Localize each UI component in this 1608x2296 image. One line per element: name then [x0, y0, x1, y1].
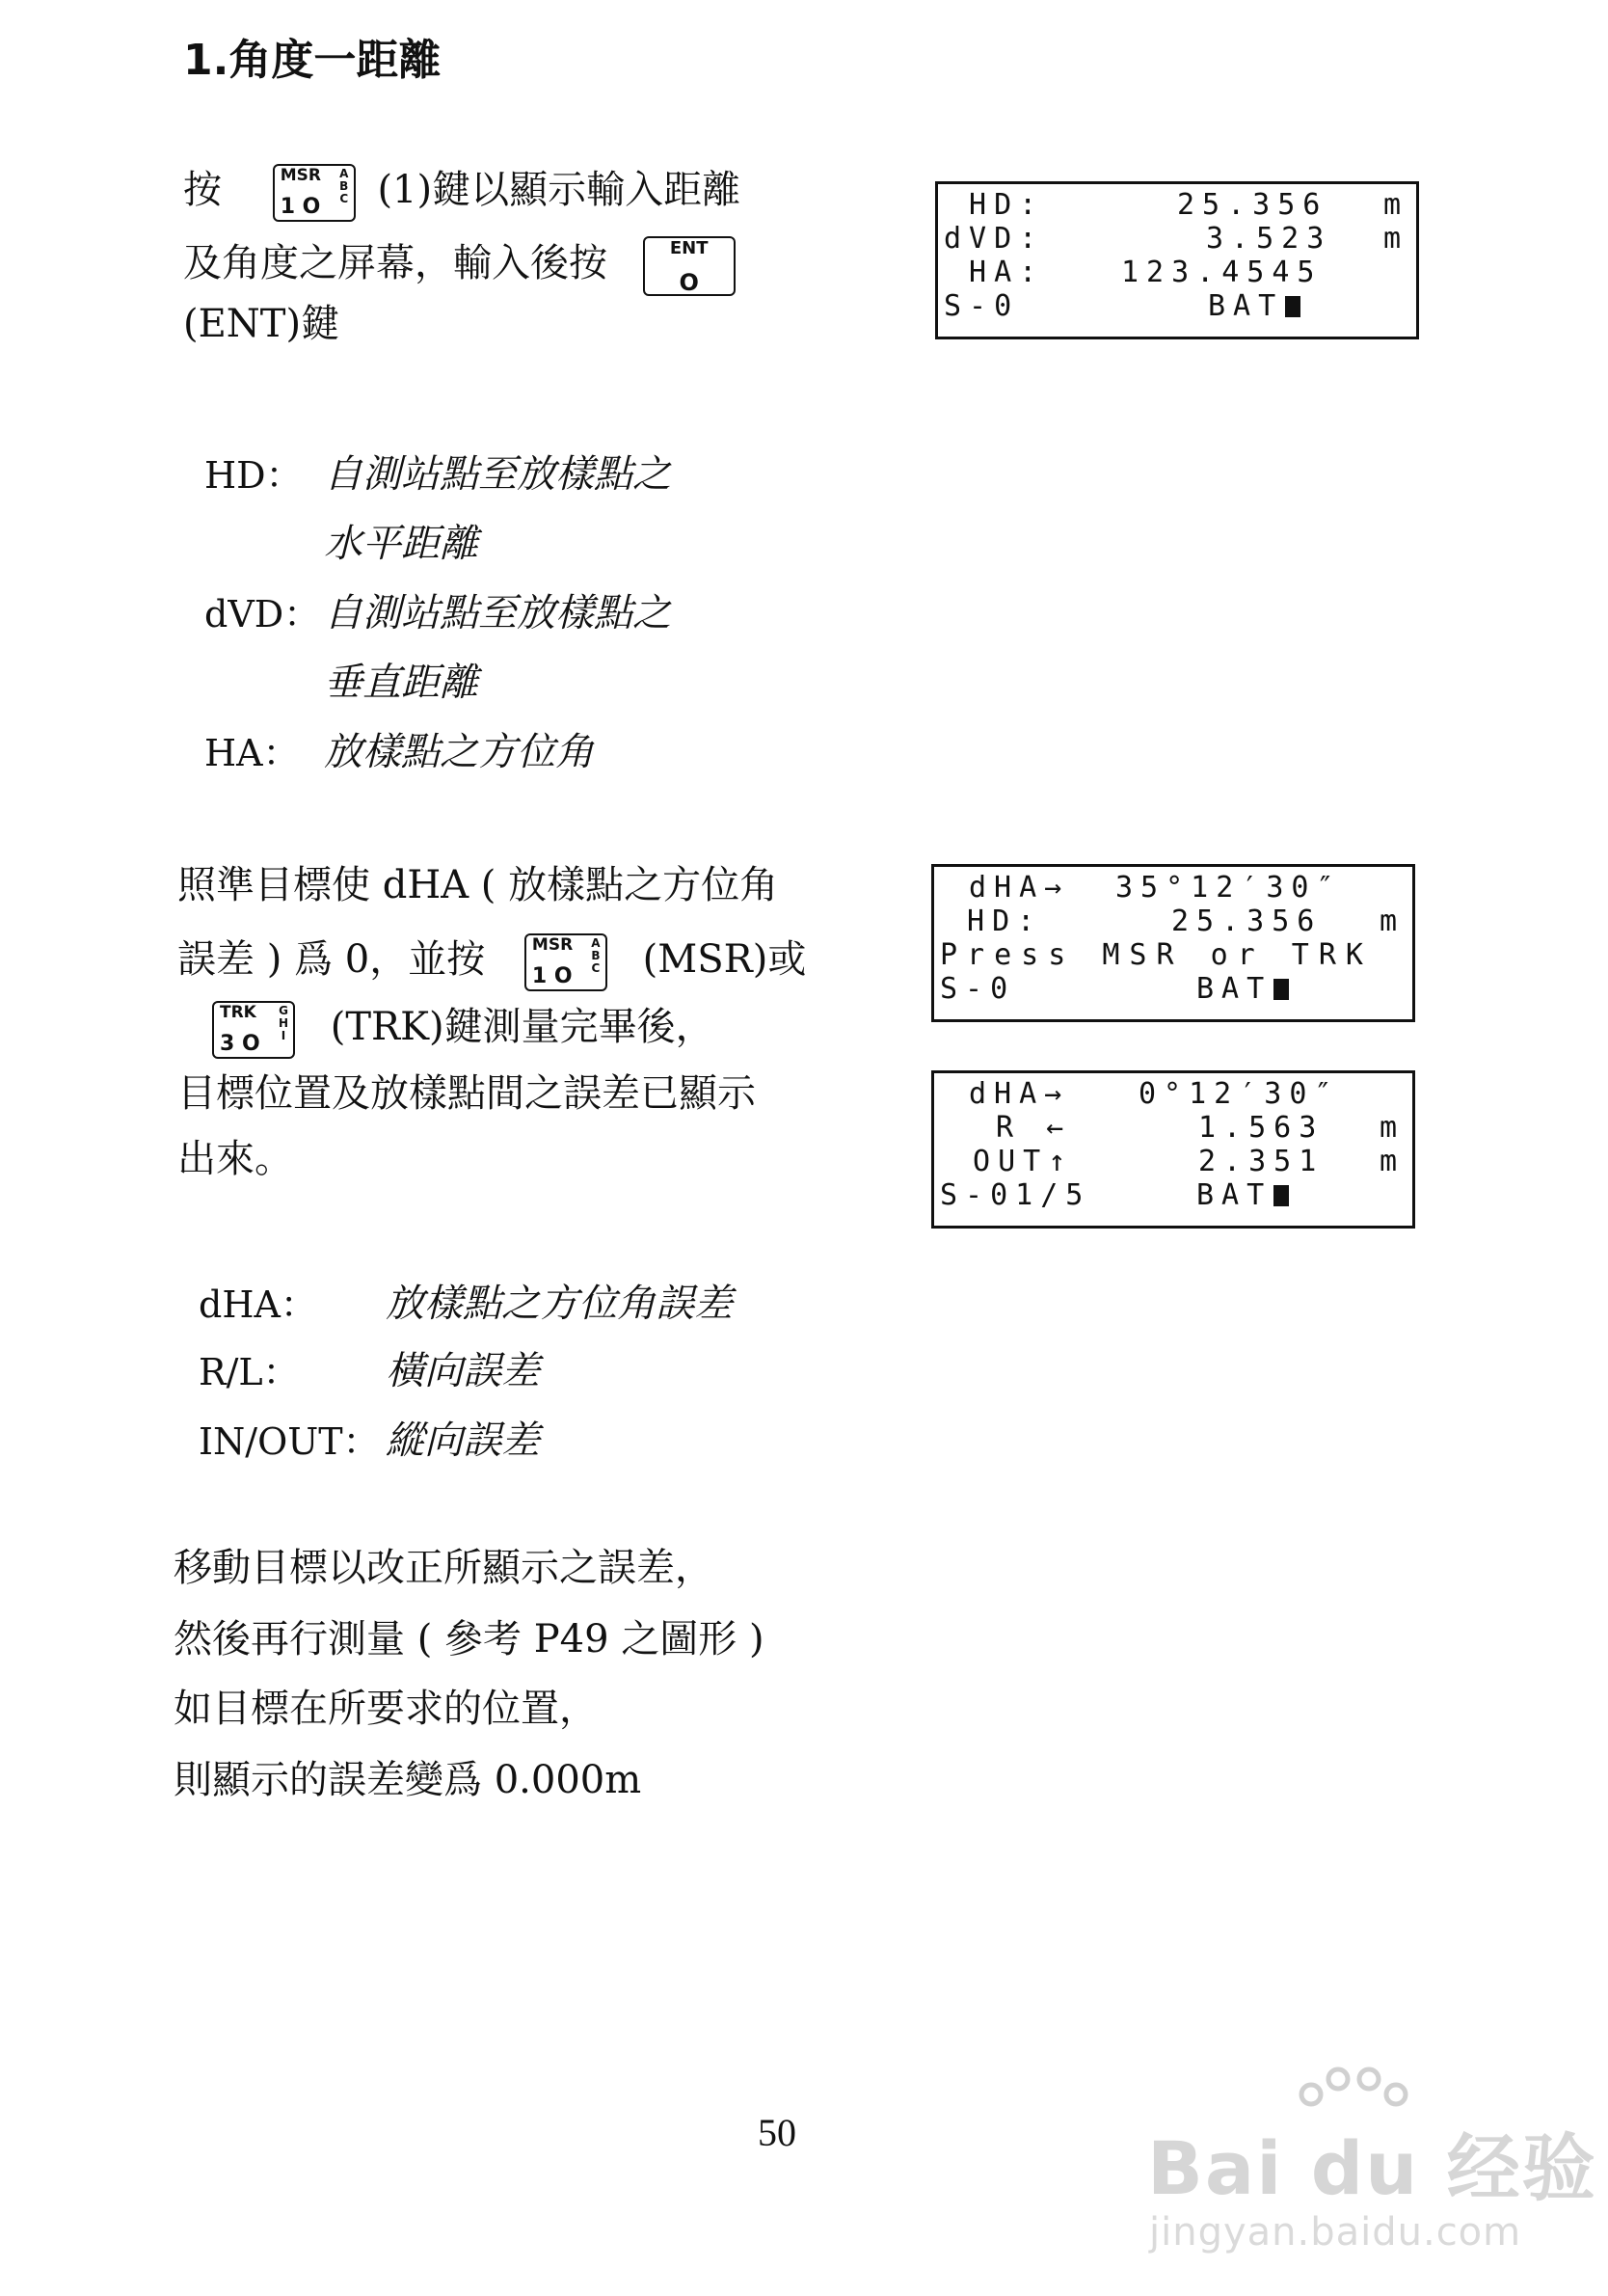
para2-line2 [177, 933, 806, 991]
battery-level-icon [1273, 1185, 1289, 1206]
msr-key-bottom-label: 1 O [280, 195, 321, 219]
def1-desc-ha: 放樣點之方位角 [324, 730, 594, 774]
screen2-hd-label: HD: [942, 905, 1043, 938]
screen3-row-1 [934, 1077, 1412, 1111]
screen1-row-1 [938, 188, 1416, 222]
screen3-out-value: 2.351 [1198, 1145, 1325, 1178]
screen1-battery-label: BAT [1208, 289, 1284, 323]
screen1-ha-value: 123.4545 [1121, 256, 1323, 289]
screen3-battery [1196, 1178, 1289, 1212]
screen1-hd-value: 25.356 [1177, 188, 1328, 222]
screen3-r-unit: m [1380, 1111, 1406, 1145]
screen3-row-2 [934, 1111, 1412, 1145]
screen2-row-2 [934, 905, 1412, 938]
screen2-hd-unit: m [1380, 905, 1406, 938]
screen3-row-3 [934, 1145, 1412, 1178]
para1-line3: (ENT)鍵 [183, 302, 340, 346]
screen1-hd-label: HD: [944, 188, 1045, 222]
para1-line2 [183, 236, 745, 296]
battery-level-icon [1273, 979, 1289, 1000]
screen1-dvd-unit: m [1383, 222, 1409, 256]
screen3-dha-label: dHA→ [969, 1077, 1070, 1111]
def2-term-rl: R/L： [199, 1351, 300, 1393]
def2-term-inout: IN/OUT： [199, 1420, 380, 1463]
para3-line4: 則顯示的誤差變爲 0.000m [174, 1758, 642, 1802]
screen3-r-value: 1.563 [1198, 1111, 1325, 1145]
lcd-screen-1 [935, 181, 1419, 339]
para2-line2-post: (MSR)或 [642, 937, 807, 982]
ent-key [643, 236, 736, 296]
para2-line3 [212, 1001, 714, 1059]
page-number: 50 [758, 2111, 796, 2154]
screen2-dha-label: dHA→ [969, 871, 1070, 905]
screen1-row-2 [938, 222, 1416, 256]
para2-line5: 出來。 [177, 1137, 293, 1181]
screen3-dha-value: 0°12′30″ [1139, 1077, 1340, 1111]
screen2-row-1 [934, 871, 1412, 905]
screen3-out-unit: m [1380, 1145, 1406, 1178]
para2-line1: 照準目標使 dHA ( 放樣點之方位角 [177, 863, 779, 907]
screen1-row-3 [938, 256, 1416, 289]
def2-desc-inout: 縱向誤差 [386, 1418, 540, 1463]
para2-line2-pre: 誤差 ) 爲 0，並按 [177, 937, 486, 982]
para2-line4: 目標位置及放樣點間之誤差已顯示 [177, 1071, 756, 1116]
lcd-screen-2 [931, 864, 1415, 1022]
para1-line1-pre: 按 [183, 168, 222, 212]
para1-line1 [183, 164, 740, 222]
def2-term-dha: dHA： [199, 1283, 317, 1326]
msr-key-top-label: MSR [280, 166, 321, 185]
screen3-out-label: OUT↑ [948, 1145, 1074, 1178]
battery-level-icon [1285, 296, 1300, 317]
screen2-row-4 [934, 972, 1412, 1006]
def1-term-ha: HA： [204, 732, 300, 774]
para1-line1-post: (1)鍵以顯示輸入距離 [377, 168, 741, 212]
screen3-row-4 [934, 1178, 1412, 1212]
watermark-brand: Bai du 经验 [1147, 2125, 1597, 2211]
screen2-battery-label: BAT [1196, 972, 1273, 1006]
screen2-battery [1196, 972, 1289, 1006]
trk-key-top-label: TRK [220, 1003, 256, 1022]
para3-line3: 如目標在所要求的位置， [174, 1687, 598, 1731]
screen1-battery [1208, 289, 1300, 323]
def1-term-dvd: dVD： [204, 593, 321, 635]
def2-desc-dha: 放樣點之方位角誤差 [386, 1282, 733, 1326]
screen1-row-4 [938, 289, 1416, 323]
screen2-status-label: S-0 [940, 972, 1016, 1006]
screen1-status-label: S-0 [944, 289, 1020, 323]
screen2-prompt: Press MSR or TRK [940, 938, 1373, 972]
msr-key-2-top-label: MSR [531, 935, 574, 955]
ent-key-top-label: ENT [669, 238, 709, 258]
def1-desc-dvd-1: 自測站點至放樣點之 [324, 591, 671, 635]
def1-desc-hd-2: 水平距離 [324, 522, 478, 566]
section-heading: 1.角度一距離 [183, 36, 442, 85]
screen1-hd-unit: m [1383, 188, 1409, 222]
baidu-watermark [1138, 2066, 1597, 2264]
screen2-row-3 [934, 938, 1412, 972]
para3-line2: 然後再行測量 ( 參考 P49 之圖形 ) [174, 1617, 764, 1661]
msr-key-2 [524, 933, 607, 991]
screen1-ha-label: HA: [944, 256, 1045, 289]
def1-desc-hd-1: 自測站點至放樣點之 [324, 452, 671, 497]
screen2-dha-value: 35°12′30″ [1115, 871, 1342, 905]
def1-term-hd: HD： [204, 454, 303, 497]
screen1-dvd-label: dVD: [944, 222, 1045, 256]
watermark-url: jingyan.baidu.com [1149, 2210, 1522, 2255]
para1-line2-text: 及角度之屏幕，輸入後按 [183, 241, 607, 285]
trk-key-side-label: G H I [278, 1004, 289, 1042]
msr-key-side-label: A B C [339, 167, 349, 205]
para2-line3-post: (TRK)鍵測量完畢後， [330, 1005, 714, 1049]
screen3-battery-label: BAT [1196, 1178, 1273, 1212]
trk-key [212, 1001, 295, 1059]
msr-key [273, 164, 356, 222]
msr-key-2-side-label: A B C [591, 936, 601, 975]
def2-desc-rl: 橫向誤差 [386, 1349, 540, 1393]
para3-line1: 移動目標以改正所顯示之誤差， [174, 1546, 713, 1590]
def1-desc-dvd-2: 垂直距離 [324, 661, 478, 705]
msr-key-2-bottom-label: 1 O [531, 964, 573, 988]
screen3-r-label: R ← [971, 1111, 1072, 1145]
screen3-status-label: S-01/5 [940, 1178, 1091, 1212]
screen2-hd-value: 25.356 [1171, 905, 1323, 938]
lcd-screen-3 [931, 1070, 1415, 1229]
ent-key-bottom-label: O [679, 269, 699, 296]
trk-key-bottom-label: 3 O [220, 1032, 260, 1056]
screen1-dvd-value: 3.523 [1206, 222, 1332, 256]
